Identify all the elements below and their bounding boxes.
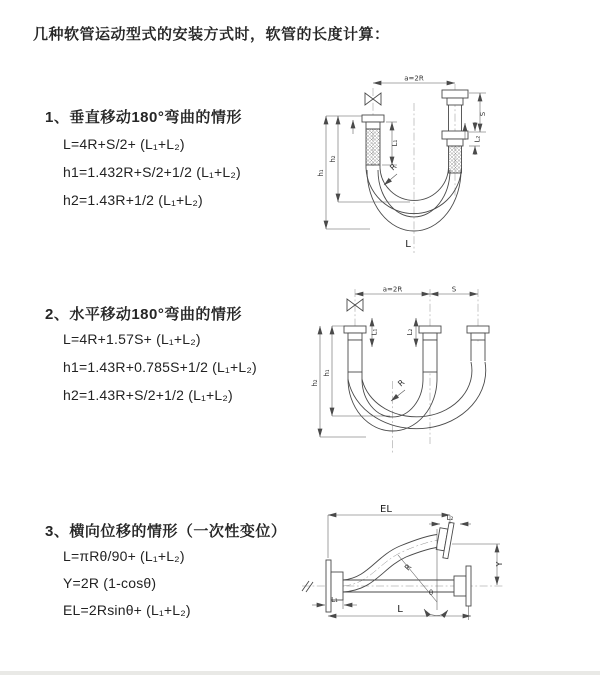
dim-label-y: Y <box>495 561 504 567</box>
section-2-heading: 2、水平移动180°弯曲的情形 <box>45 306 242 323</box>
dim-label-theta: θ <box>428 589 434 597</box>
dim-label-h1: h₁ <box>317 169 325 177</box>
section-1-heading: 1、垂直移动180°弯曲的情形 <box>45 109 242 126</box>
page-title: 几种软管运动型式的安装方式时，软管的长度计算： <box>33 26 390 43</box>
hose-assembly <box>362 90 468 231</box>
section-1-formula-L: L=4R+S/2+ (L₁+L₂) <box>63 136 185 152</box>
dim-label-a2r: a=2R <box>382 286 403 294</box>
diagram-horizontal-180-bend <box>308 286 598 466</box>
section-3-formula-L: L=πRθ/90+ (L₁+L₂) <box>63 548 185 564</box>
diagram-vertical-180-bend <box>312 73 590 258</box>
section-1-formula-h2: h2=1.43R+1/2 (L₁+L₂) <box>63 192 203 208</box>
section-3-heading: 3、横向位移的情形（一次性变位） <box>45 523 287 540</box>
dimension-lines <box>320 294 478 437</box>
dim-label-r: R <box>388 161 399 173</box>
dim-label-l1: L₁ <box>391 139 399 147</box>
section-3-formula-EL: EL=2Rsinθ+ (L₁+L₂) <box>63 602 191 618</box>
dim-label-el: EL <box>380 504 392 515</box>
dim-label-s: S <box>479 111 487 117</box>
page-bottom-edge <box>0 671 600 675</box>
dim-label-l2: L₂ <box>473 135 482 143</box>
dim-label-l: L <box>397 604 403 615</box>
dim-label-l2: L₂ <box>406 328 414 336</box>
braided-section <box>449 146 462 173</box>
dim-label-l1: L₁ <box>331 596 338 604</box>
dim-label-l: L <box>405 239 411 250</box>
braided-section <box>423 340 437 372</box>
section-3-formula-Y: Y=2R (1-cosθ) <box>63 575 157 591</box>
section-2-formula-h2: h2=1.43R+S/2+1/2 (L₁+L₂) <box>63 387 233 403</box>
break-mark-icon <box>302 581 313 592</box>
centerlines <box>355 289 478 454</box>
hose-assembly <box>302 521 471 612</box>
braided-section <box>366 129 380 165</box>
dim-label-h1: h₁ <box>323 369 331 377</box>
dim-label-r: R <box>396 377 407 389</box>
dim-label-l1: L₁ <box>370 328 379 336</box>
dim-label-h2: h₂ <box>311 379 319 387</box>
diagram-lateral-displacement <box>298 498 598 673</box>
hose-assembly <box>344 299 489 431</box>
tilted-flange <box>435 521 454 559</box>
dim-label-h2: h₂ <box>329 155 337 163</box>
section-1-formula-h1: h1=1.432R+S/2+1/2 (L₁+L₂) <box>63 164 241 180</box>
section-2-formula-L: L=4R+1.57S+ (L₁+L₂) <box>63 331 201 347</box>
section-2-formula-h1: h1=1.43R+0.785S+1/2 (L₁+L₂) <box>63 359 257 375</box>
braided-section <box>348 340 362 372</box>
dim-label-a2r: a=2R <box>404 74 424 83</box>
centerlines <box>373 84 455 253</box>
dim-label-l2: L₂ <box>446 514 454 522</box>
dim-label-r: R <box>402 562 414 573</box>
dim-label-s: S <box>451 286 457 294</box>
